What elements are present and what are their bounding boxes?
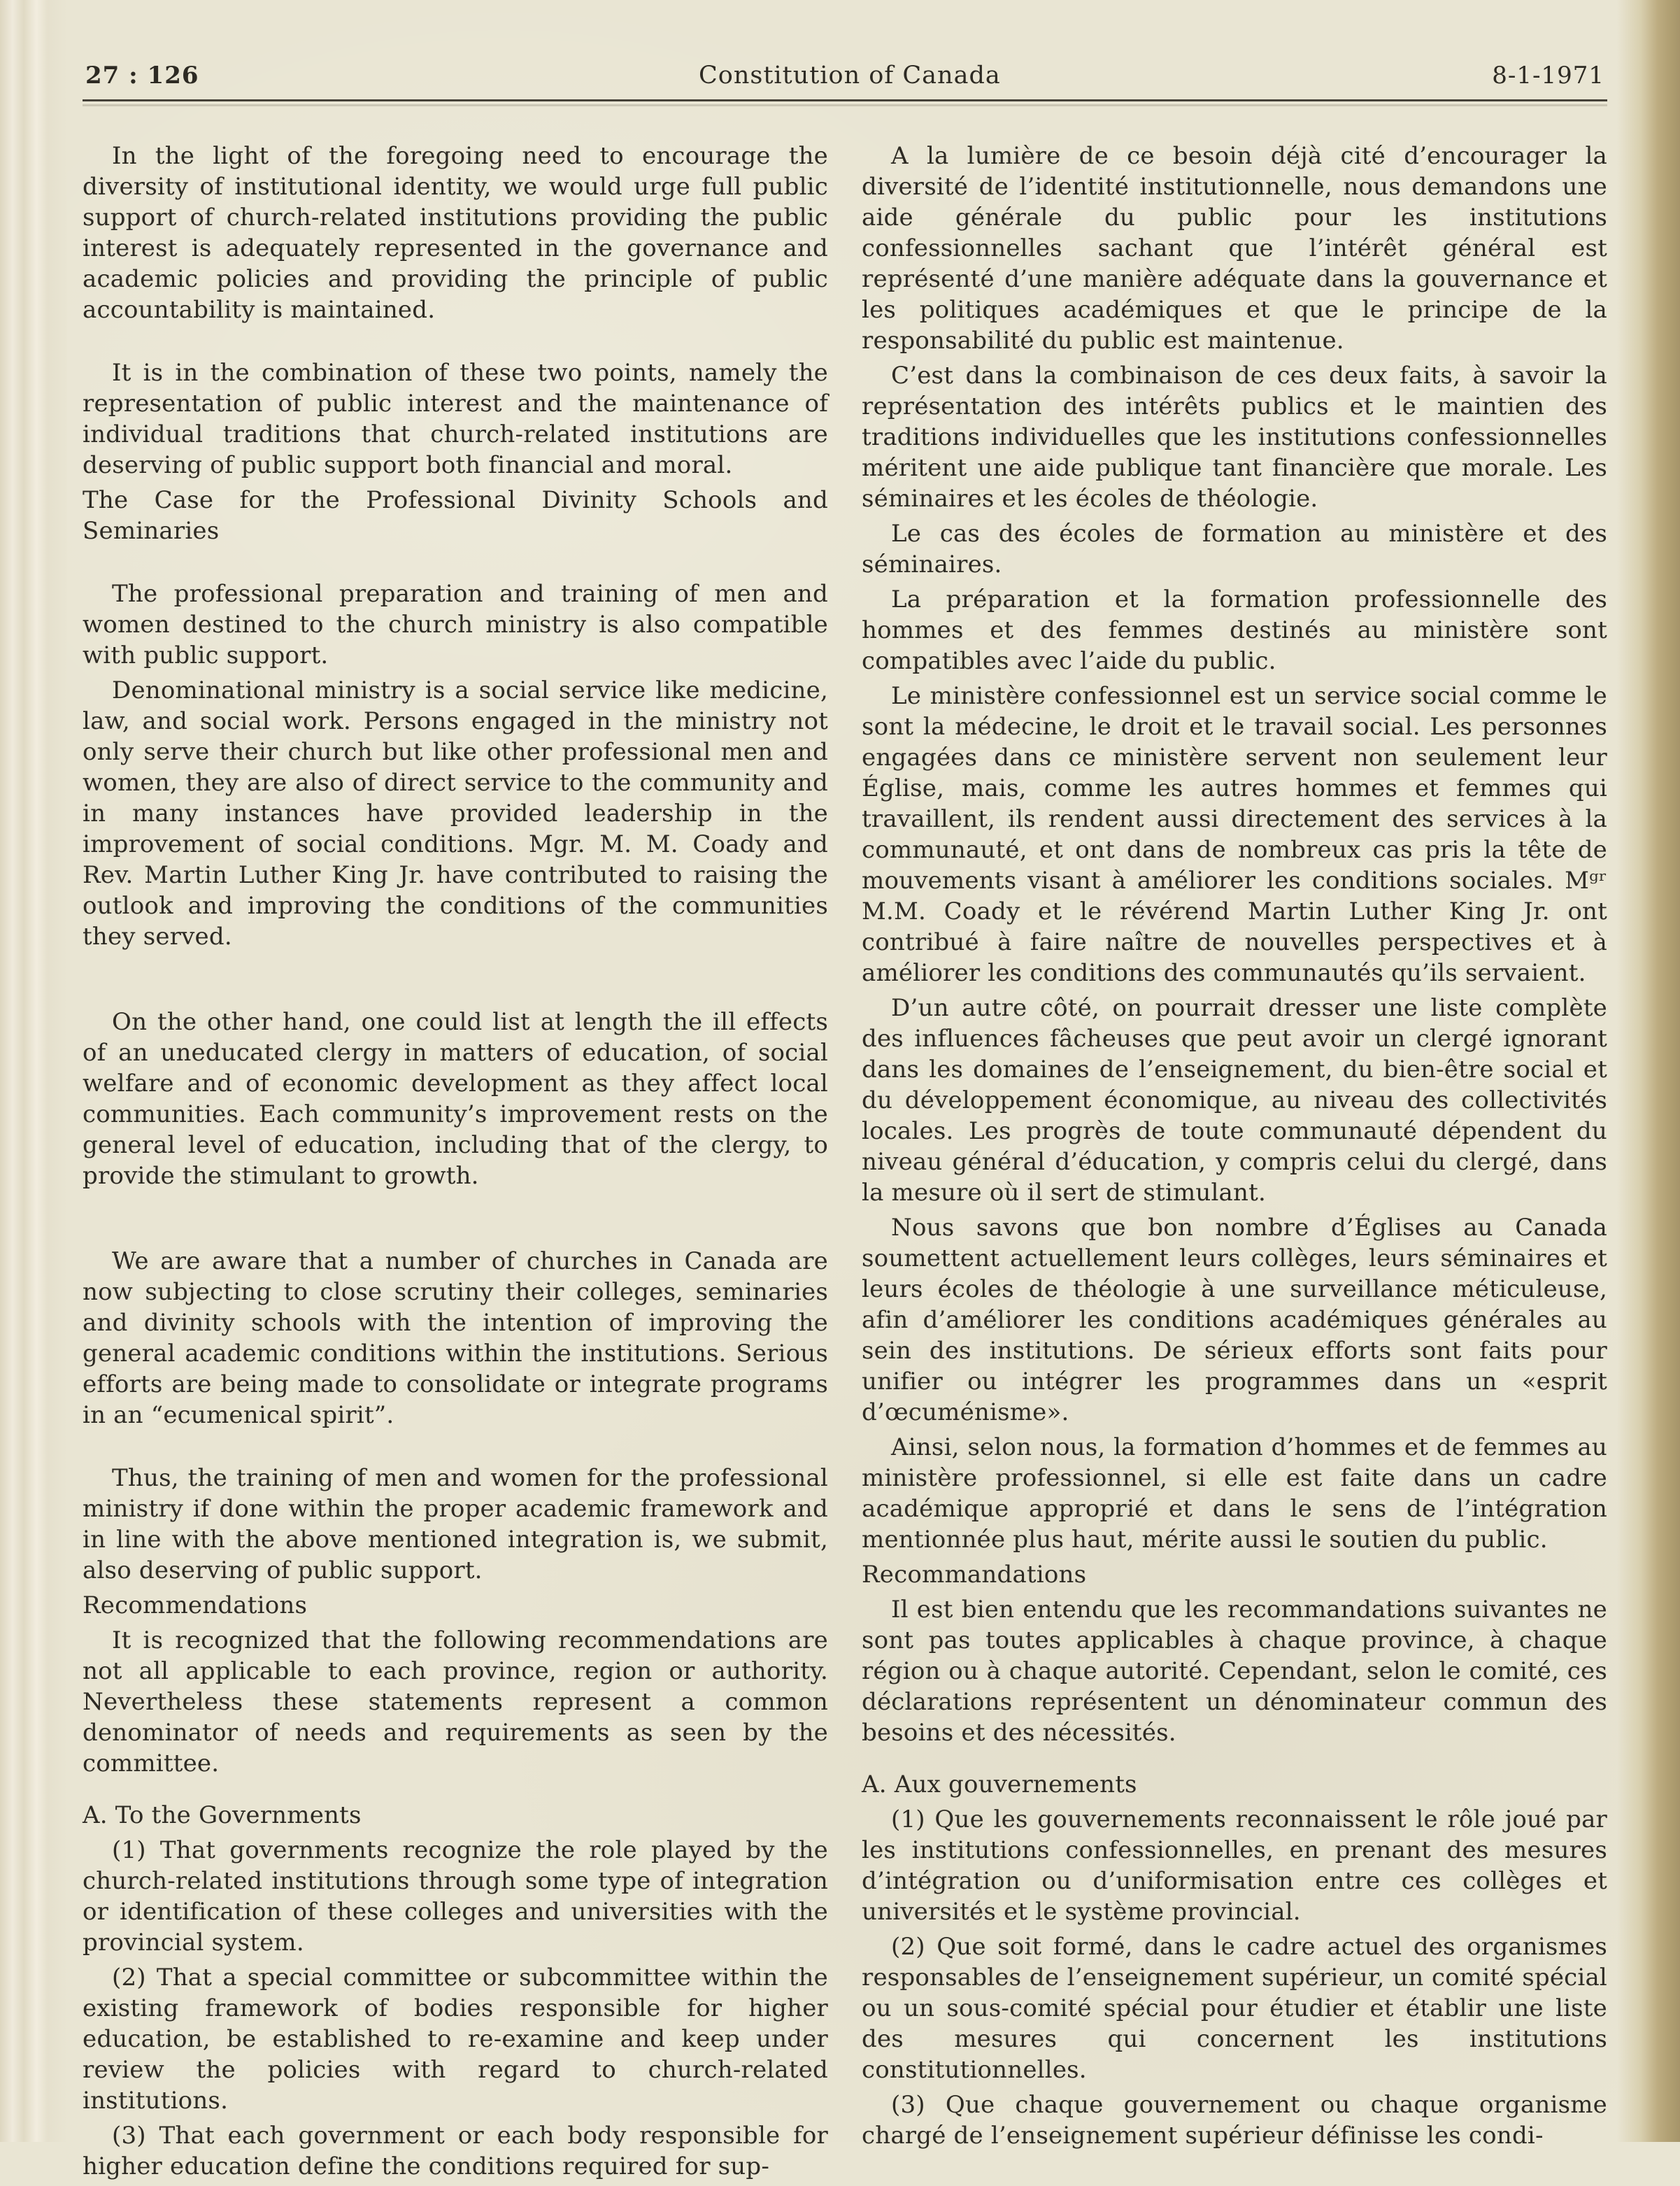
paragraph: Thus, the training of men and women for the professional ministry if done within the proper academic framework and in line with the above mentioned integration is, we submit, also deserving of public support. [83,1464,828,1584]
paragraph: (3) That each government or each body responsible for higher education define the conditions required for sup- [83,2122,828,2180]
paragraph: (3) Que chaque gouvernement ou chaque organisme chargé de l’enseignement supérieur définisse les condi- [862,2091,1607,2150]
issue-page-number: 27 : 126 [85,62,199,90]
book-page-edges-left [0,0,67,2142]
page-content [83,62,1607,2186]
paragraph: The professional preparation and training of men and women destined to the church ministry is also compatible with public support. [83,580,828,669]
paragraph: (2) That a special committee or subcommittee within the existing framework of bodies responsible for higher education, be established to re-examine and keep under review the policies with regard to church-related institutions. [83,1964,828,2115]
two-column-body [83,141,1607,2186]
page-date: 8-1-1971 [1492,62,1604,90]
paragraph: (2) Que soit formé, dans le cadre actuel des organismes responsables de l’enseignement supérieur, un comité spécial ou un sous-comité spécial pour étudier et établir une liste des mesures qui concernent les institutions constitutionnelles. [862,1933,1607,2084]
paragraph: D’un autre côté, on pourrait dresser une liste complète des influences fâcheuses que peut avoir un clergé ignorant dans les domaines de l’enseignement, du bien-être social et du développement économique, au niveau des collectivités locales. Les progrès de toute communauté dépendent du niveau général d’éducation, y compris celui du clergé, dans la mesure où il sert de stimulant. [862,994,1607,1207]
paragraph: Nous savons que bon nombre d’Églises au Canada soumettent actuellement leurs collèges, leurs séminaires et leurs écoles de théologie à une surveillance méticuleuse, afin d’améliorer les conditions académiques générales au sein des institutions. De sérieux efforts sont faits pour unifier ou intégrer les programmes dans un «esprit d’œcuménisme». [862,1214,1607,1426]
paragraph: (1) That governments recognize the role played by the church-related institutions through some type of integration or identification of these colleges and universities with the provincial system. [83,1836,828,1957]
paragraph: Le ministère confessionnel est un service social comme le sont la médecine, le droit et le travail social. Les personnes engagées dans ce ministère servent non seulement leur Église, mais, comme les autres hommes et femmes qui travaillent, ils rendent aussi directement des services à la communauté, et ont dans de nombreux cas pris la tête de mouvements visant à améliorer les conditions sociales. Mᵍʳ M.M. Coady et le révérend Martin Luther King Jr. ont contribué à faire naître de nouvelles perspectives et à améliorer les conditions des communautés qu’ils servaient. [862,682,1607,987]
paragraph: It is recognized that the following recommendations are not all applicable to each province, region or authority. Nevertheless these statements represent a common denominator of needs and requirements as seen by the committee. [83,1626,828,1777]
paragraph: Ainsi, selon nous, la formation d’hommes et de femmes au ministère professionnel, si elle est faite dans un cadre académique approprié et dans le sens de l’intégration mentionnée plus haut, mérite aussi le soutien du public. [862,1433,1607,1554]
run-in-heading: Recommandations [862,1561,1087,1589]
paragraph: We are aware that a number of churches in Canada are now subjecting to close scrutiny their colleges, seminaries and divinity schools with the intention of improving the general academic conditions within the institutions. Serious efforts are being made to consolidate or integrate programs in an “ecumenical spirit”. [83,1247,828,1429]
book-cover-edge-right [1617,0,1680,2142]
paragraph: In the light of the foregoing need to encourage the diversity of institutional identity, we would urge full public support of church-related institutions providing the public interest is adequately represented in the governance and academic policies and providing the principle of public accountability is maintained. [83,142,828,324]
english-column [83,141,828,2186]
section-heading: A. To the Governments [83,1801,362,1829]
run-in-heading: Recommendations [83,1591,308,1619]
paragraph: C’est dans la combinaison de ces deux faits, à savoir la représentation des intérêts publics et le maintien des traditions individuelles que les institutions confessionnelles méritent une aide publique tant financière que morale. Les séminaires et les écoles de théologie. [862,362,1607,513]
page-title: Constitution of Canada [699,62,1001,90]
french-column [862,141,1607,2186]
paragraph: On the other hand, one could list at length the ill effects of an uneducated clergy in matters of education, of social welfare and of economic development as they affect local communities. Each community’s improvement rests on the general level of education, including that of the clergy, to provide the stimulant to growth. [83,1008,828,1190]
paragraph: A la lumière de ce besoin déjà cité d’encourager la diversité de l’identité institutionnelle, nous demandons une aide générale du public pour les institutions confessionnelles sachant que l’intérêt général est représenté d’une manière adéquate dans la gouvernance et les politiques académiques et que le principe de la responsabilité du public est maintenue. [862,142,1607,355]
paragraph: La préparation et la formation professionnelle des hommes et des femmes destinés au ministère sont compatibles avec l’aide du public. [862,585,1607,675]
header-rule [83,99,1607,101]
paragraph: Il est bien entendu que les recommandations suivantes ne sont pas toutes applicables à chaque province, à chaque région ou à chaque autorité. Cependant, selon le comité, ces déclarations représentent un dénominateur commun des besoins et des nécessités. [862,1596,1607,1747]
paragraph: Le cas des écoles de formation au ministère et des séminaires. [862,520,1607,579]
paragraph: (1) Que les gouvernements reconnaissent le rôle joué par les institutions confessionnelles, en prenant des mesures d’intégration ou d’uniformisation entre ces collèges et universités et le système provincial. [862,1805,1607,1926]
page-header [83,62,1607,90]
paragraph: It is in the combination of these two points, namely the representation of public interest and the maintenance of individual traditions that church-related institutions are deserving of public support both financial and moral. [83,359,828,479]
section-heading: A. Aux gouvernements [862,1770,1137,1798]
run-in-heading: The Case for the Professional Divinity Schools and Seminaries [83,486,828,545]
paragraph: Denominational ministry is a social service like medicine, law, and social work. Persons engaged in the ministry not only serve their church but like other professional men and women, they are also of direct service to the community and in many instances have provided leadership in the improvement of social conditions. Mgr. M. M. Coady and Rev. Martin Luther King Jr. have contributed to raising the outlook and improving the conditions of the communities they served. [83,676,828,951]
